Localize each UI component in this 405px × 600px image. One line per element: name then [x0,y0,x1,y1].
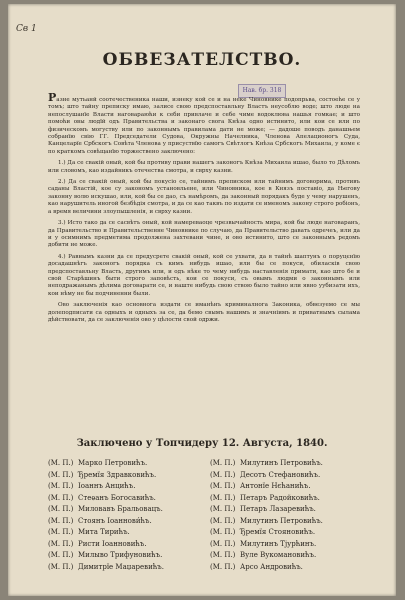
signature-row [210,539,360,551]
signature-row [210,458,360,470]
signature-row [48,493,198,505]
document-sheet [8,4,396,596]
signatory-name: Милыво Трифуновићъ. [78,551,163,559]
signatory-name: Димитрїе Маџаревићъ. [78,562,164,571]
signature-row [48,481,198,493]
signature-row [48,550,198,562]
signature-row [210,562,360,574]
seal-mark: (М. П.) [210,539,236,548]
signatory-name: Арсо Андровићъ. [240,562,303,571]
seal-mark: (М. П.) [48,551,74,559]
signature-row [210,470,360,482]
clause-2: 2.) Да се свакій оный, кой бы покусіо се, тайнимъ преписком или тайнимъ договорима, противъ саданы Властій, кое су закономъ установльене, или Чиновника, кое в Князъ поставіо, да Његову законну волю искушао, или, кой бы се дао, съ намѣромъ, да законный порядакъ буде у чему нарушенъ, као нарушитель иногой безбѣдія смотра, и да се као таквъ по издати се именомъ закону строго робіонъ, а время величини злоупышленія, и сврху казни. [48,179,360,215]
seal-mark: (М. П.) [48,459,74,467]
signature-row [210,493,360,505]
drop-cap: Р [48,91,57,104]
seal-mark: (М. П.) [48,516,74,525]
signatory-name: Стеѳанъ Богосавићъ. [78,493,156,502]
signoff-line: Заключено у Топчидеру 12. Августа, 1840. [76,438,328,449]
signature-row [210,504,360,516]
seal-mark: (М. П.) [48,470,74,479]
signature-row [48,539,198,551]
signatory-name: Іоаннъ Анцићъ. [78,482,136,490]
clause-4: 4.) Равнымъ казни да се предусрете свакій оный, кой се ухвати, да в тайнѣ шаптунъ о поруцєнїю досадашнѣгъ законогъ порядка съ кимъ нибудь ишао, или бы се покуси, обиласків свою предспоставльну Власть, другимъ или, и одъ нѣке то чему нибудь наставленія примати, као што бе и свой Старѣшинъ быти строго заповѣсть, кои се покуси, съ овымъ людми о законнымъ или неподражанымъ дѣлима договарати се, и наште нибудь свою ствою было тайно или явно уубизати ихъ, кои нѣму не бы подчиненни были. [48,253,360,297]
seal-mark: (М. П.) [48,539,74,548]
signature-row [48,504,198,516]
seal-mark: (М. П.) [48,482,74,490]
signatory-name: Милутинъ Петровићъ. [240,459,323,467]
signature-row [210,550,360,562]
signature-row [210,527,360,539]
document-title: ОБВЕЗАТЕЛСТВО. [102,50,302,70]
signature-row [48,470,198,482]
seal-mark: (М. П.) [210,562,236,571]
clause-3: 3.) Исто тако да се сасвѣтъ оный, кой намереваоце чрезвычайность мира, кой бы люде наговаранъ, да Правительство и Правительственне Чиновнике по случаю, да Правительство давать одречеъ, или да и у осимнимъ предметима продолжена захтевани чине, и ово истинито, што се законнымъ редомъ добити не може. [48,220,360,249]
intro-paragraph [48,91,360,156]
seal-mark: (М. П.) [210,528,236,536]
signatory-name: Миловавъ Бральовацъ. [78,505,163,513]
page-number: Св 1 [16,24,37,34]
seal-mark: (М. П.) [48,562,74,571]
signature-row [48,527,198,539]
signature-row [48,562,198,574]
signatory-name: Ристи Іоанновићъ. [78,539,147,548]
signature-row [48,516,198,528]
seal-mark: (М. П.) [48,528,74,536]
closing-paragraph: Ово заключенія као основнога издати се иманѣнъ криминалнога Законика, обвезуемо се мы долеподписати са одныхъ и одныхъ за се, да бемо свымъ нашимъ и значніимъ и приватнымъ сылама дѣйствовати, да се заключенія ово у цѣлости свой одржи. [48,302,360,323]
seal-mark: (М. П.) [210,493,236,502]
archive-stamp: Нав. бр. 318 [238,84,286,98]
seal-mark: (М. П.) [210,505,236,513]
signatory-name: Петаръ Радойковићъ. [240,493,320,502]
signature-column-left [48,458,198,573]
signatory-name: Петаръ Лазаревићъ. [240,505,316,513]
seal-mark: (М. П.) [210,459,236,467]
clause-1: 1.) Да се свакій оный, кой бы противу прави нашегъ законогъ Кнѣза Михаила ишао, было то Дѣломъ или словомъ, као издайникъ отечества смотра, и сврху казни. [48,160,360,174]
signature-row [210,516,360,528]
document-body [48,91,360,328]
signatory-name: Милутинъ Тјурћинъ. [240,539,317,548]
signatory-name: Десотъ Стефановићъ. [240,470,321,479]
signatory-name: Ђремїя Стояновићъ. [240,528,316,536]
signatory-name: Вуле Вукомановићъ. [240,551,317,559]
signature-row [210,481,360,493]
seal-mark: (М. П.) [48,493,74,502]
signature-row [48,458,198,470]
seal-mark: (М. П.) [210,470,236,479]
signatory-name: Стоянъ Іоаннови́ћъ. [78,516,152,525]
intro-text: азне мутьанй соотечественика наши, изнеку кой се и на неке Чиновнике подопрьва, состоеће се у томъ; што тайну преписку имаю, залисе свою предспоставльну Властъ неусоблю воде; што люде на непослушанїе Власти наговараюћи к себи привлаче и себе чиме водоклюва нашья гомкае; и што помоћи овы людїй одъ Правительства и законаго свога Кнѣза одно истинито, или кои се или по физическомъ могуству или по законнымъ правилама дати не може; — дадоше поводъ данашњем собранїю свію ГГ. Председатели Судова, Окружны Начелника, Членова Апелационогъ Суда, Канцеларїе Србскогъ Совѣта Членова у присуствїю самогъ Свѣтлогъ Кнѣза Србскогъ Михаила, у коме є по краткомъ совѣщанїю торжествено заключено: [48,97,360,155]
signatory-name: Марко Петровићъ. [78,459,148,467]
signatory-name: Ђремїя Здравковићъ. [78,470,157,479]
signatory-name: Антонїе Нєћанићъ. [240,482,311,490]
signatory-name: Мита Тирићъ. [78,528,130,536]
seal-mark: (М. П.) [210,482,236,490]
signatory-name: Милутинъ Петровићъ. [240,516,323,525]
seal-mark: (М. П.) [210,551,236,559]
signature-column-right [210,458,360,573]
seal-mark: (М. П.) [48,505,74,513]
seal-mark: (М. П.) [210,516,236,525]
